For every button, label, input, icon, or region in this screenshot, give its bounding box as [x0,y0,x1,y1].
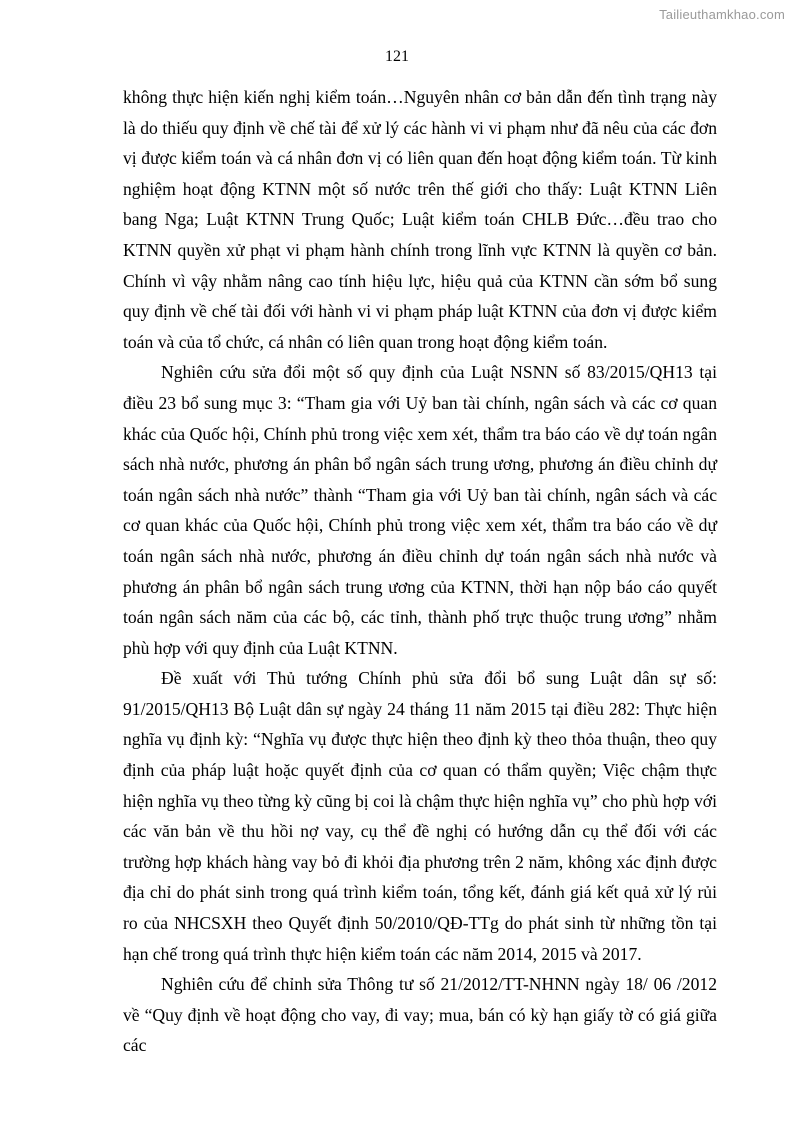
paragraph-3: Đề xuất với Thủ tướng Chính phủ sửa đổi bổ sung Luật dân sự số: 91/2015/QH13 Bộ Luật dân sự ngày 24 tháng 11 năm 2015 tại điều 282: Thực hiện nghĩa vụ định kỳ: “Nghĩa vụ được thực hiện theo định kỳ theo thỏa thuận, theo quy định của pháp luật hoặc quyết định của cơ quan có thẩm quyền; Việc chậm thực hiện nghĩa vụ theo từng kỳ cũng bị coi là chậm thực hiện nghĩa vụ” cho phù hợp với các văn bản về thu hồi nợ vay, cụ thể đề nghị có hướng dẫn cụ thể đối với các trường hợp khách hàng vay bỏ đi khỏi địa phương trên 2 năm, không xác định được địa chỉ do phát sinh trong quá trình kiểm toán, tổng kết, đánh giá kết quả xử lý rủi ro của NHCSXH theo Quyết định 50/2010/QĐ-TTg do phát sinh từ những tồn tại hạn chế trong quá trình thực hiện kiểm toán các năm 2014, 2015 và 2017. [123,668,717,964]
paragraph-1: không thực hiện kiến nghị kiểm toán…Nguyên nhân cơ bản dẫn đến tình trạng này là do thiếu quy định về chế tài để xử lý các hành vi vi phạm như đã nêu của các đơn vị được kiểm toán và cá nhân đơn vị có liên quan đến hoạt động kiểm toán. Từ kinh nghiệm hoạt động KTNN một số nước trên thế giới cho thấy: Luật KTNN Liên bang Nga; Luật KTNN Trung Quốc; Luật kiểm toán CHLB Đức…đều trao cho KTNN quyền xử phạt vi phạm hành chính trong lĩnh vực KTNN là quyền cơ bản. Chính vì vậy nhằm nâng cao tính hiệu lực, hiệu quả của KTNN cần sớm bổ sung quy định về chế tài đối với hành vi vi phạm pháp luật KTNN của đơn vị được kiểm toán và của tổ chức, cá nhân có liên quan trong hoạt động kiểm toán. [123,87,717,352]
document-body [123,82,717,1061]
watermark-text: Tailieuthamkhao.com [659,7,785,22]
paragraph-2: Nghiên cứu sửa đổi một số quy định của Luật NSNN số 83/2015/QH13 tại điều 23 bổ sung mục 3: “Tham gia với Uỷ ban tài chính, ngân sách và các cơ quan khác của Quốc hội, Chính phủ trong việc xem xét, thẩm tra báo cáo về dự toán ngân sách nhà nước, phương án phân bổ ngân sách trung ương, phương án điều chỉnh dự toán ngân sách nhà nước” thành “Tham gia với Uỷ ban tài chính, ngân sách và các cơ quan khác của Quốc hội, Chính phủ trong việc xem xét, thẩm tra báo cáo về dự toán ngân sách nhà nước, phương án điều chỉnh dự toán ngân sách nhà nước và phương án phân bổ ngân sách trung ương của KTNN, thời hạn nộp báo cáo quyết toán ngân sách năm của các bộ, các tỉnh, thành phố trực thuộc trung ương” nhằm phù hợp với quy định của Luật KTNN. [123,362,717,658]
page-number: 121 [385,48,409,65]
paragraph-4: Nghiên cứu để chỉnh sửa Thông tư số 21/2012/TT-NHNN ngày 18/ 06 /2012 về “Quy định về hoạt động cho vay, đi vay; mua, bán có kỳ hạn giấy tờ có giá giữa các [123,974,717,1056]
